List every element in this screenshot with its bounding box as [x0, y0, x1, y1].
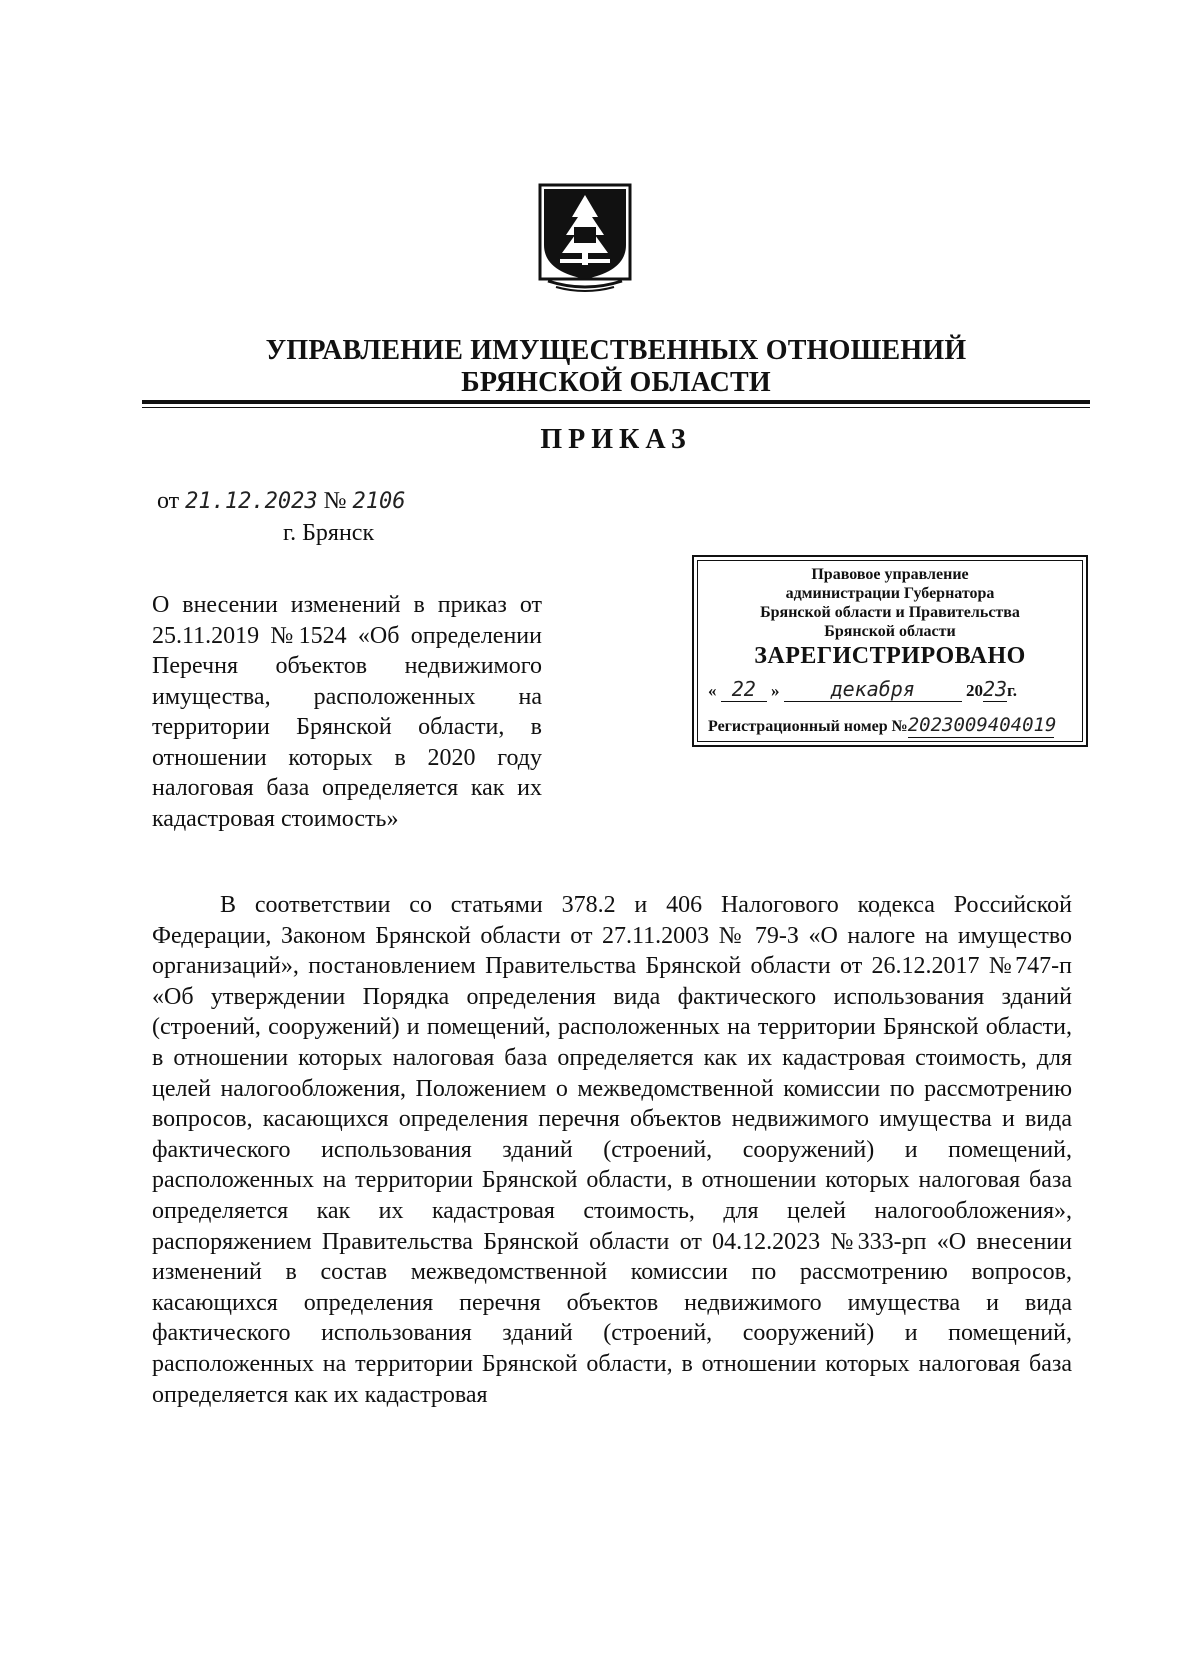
stamp-month: декабря — [784, 677, 962, 702]
organization-title-line1: УПРАВЛЕНИЕ ИМУЩЕСТВЕННЫХ ОТНОШЕНИЙ — [265, 335, 967, 366]
document-type: ПРИКАЗ — [540, 424, 692, 455]
order-number: 2106 — [352, 489, 406, 514]
stamp-day: 22 — [721, 677, 767, 702]
stamp-registered: ЗАРЕГИСТРИРОВАНО — [754, 643, 1026, 669]
stamp-line3: Брянской области и Правительства — [760, 604, 1020, 621]
organization-title-line2: БРЯНСКОЙ ОБЛАСТИ — [461, 367, 771, 398]
order-body: В соответствии со статьями 378.2 и 406 Налогового кодекса Российской Федерации, Законом Брянской области от 27.11.2003 № 79-З «О налоге на имущество организаций», постановлением Правительства Брянской области от 26.12.2017 №747-п «Об утверждении Порядка определения вида фактического использования зданий (строений, сооружений) и помещений, расположенных на территории Брянской области, в отношении которых налоговая база определяется как их кадастровая стоимость, для целей налогообложения, Положением о межведомственной комиссии по рассмотрению вопросов, касающихся определения перечня объектов недвижимого имущества и вида фактического использования зданий (строений, сооружений) и помещений, расположенных на территории Брянской области, в отношении которых налоговая база определяется как их кадастровая стоимость, для целей налогообложения», распоряжением Правительства Брянской области от 04.12.2023 №333-рп «О внесении изменений в состав межведомственной комиссии по рассмотрению вопросов, касающихся определения перечня объектов недвижимого имущества и вида фактического использования зданий (строений, сооружений) и помещений, расположенных на территории Брянской области, в отношении которых налоговая база определяется как их кадастровая — [152, 892, 1072, 1408]
order-date: 21.12.2023 — [185, 489, 318, 514]
stamp-year-suffix: г. — [1007, 681, 1018, 700]
stamp-quote-close: » — [771, 681, 780, 700]
from-label: от — [157, 488, 180, 514]
order-date-line — [157, 488, 406, 515]
stamp-authority — [694, 565, 1086, 641]
stamp-regnum: 2023009404019 — [907, 714, 1057, 736]
stamp-line2: администрации Губернатора — [785, 585, 995, 602]
order-subject: О внесении изменений в приказ от 25.11.2019 №1524 «Об определении Перечня объектов недвижимого имущества, расположенных на территории Брянской области, в отношении которых в 2020 году налоговая база определяется как их кадастровая стоимость» — [152, 592, 542, 832]
city: г. Брянск — [283, 520, 375, 546]
header-divider-thin — [142, 407, 1090, 408]
stamp-line4: Брянской области — [824, 623, 956, 640]
stamp-date — [708, 677, 1074, 707]
stamp-year-prefix: 20 — [966, 681, 983, 700]
stamp-quote-open: « — [708, 681, 717, 700]
stamp-line1: Правовое управление — [811, 566, 969, 583]
number-label: № — [323, 488, 347, 514]
header-divider-thick — [142, 400, 1090, 404]
stamp-regnum-label: Регистрационный номер № — [708, 718, 908, 735]
stamp-registration-number — [708, 713, 1078, 738]
organization-title — [140, 335, 1092, 399]
coat-of-arms-icon — [538, 183, 632, 295]
registration-stamp — [692, 555, 1088, 747]
stamp-year: 23 — [983, 677, 1008, 701]
